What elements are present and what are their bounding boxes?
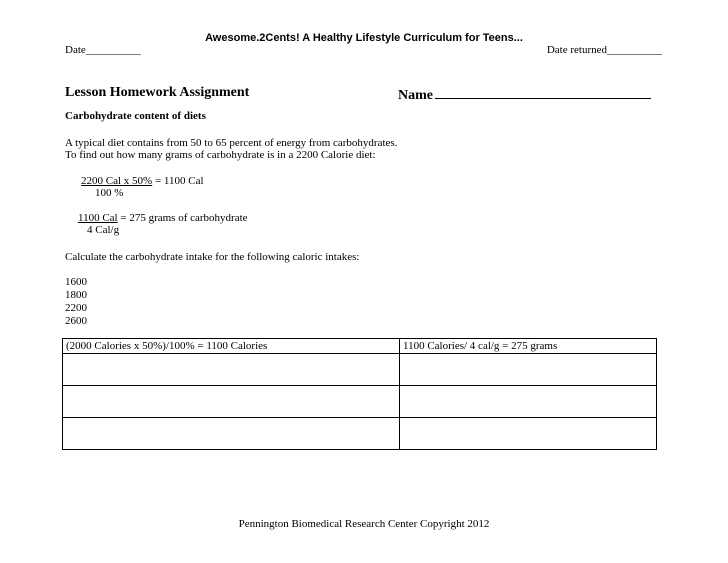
calculation-instructions: Calculate the carbohydrate intake for the following caloric intakes:	[65, 251, 360, 263]
table-row	[63, 386, 657, 418]
name-label: Name	[398, 88, 433, 103]
example-2-equation	[78, 212, 248, 224]
intake-value: 2200	[65, 302, 87, 314]
work-table	[62, 338, 657, 450]
table-cell: 1100 Calories/ 4 cal/g = 275 grams	[400, 339, 657, 354]
example-1-denominator: 100 %	[95, 187, 124, 199]
lesson-title: Lesson Homework Assignment	[65, 85, 250, 100]
table-row	[63, 339, 657, 354]
date-field-label: Date__________	[65, 44, 141, 56]
date-returned-field-label: Date returned__________	[546, 44, 662, 56]
example-1-result: = 1100 Cal	[152, 175, 204, 187]
example-1-numerator: 2200 Cal x 50%	[81, 175, 153, 187]
section-title: Carbohydrate content of diets	[65, 110, 206, 122]
example-2-denominator: 4 Cal/g	[87, 224, 120, 236]
name-blank-line	[435, 85, 651, 99]
example-2-result: = 275 grams of carbohydrate	[117, 212, 248, 224]
intro-line-2: To find out how many grams of carbohydrate is in a 2200 Calorie diet:	[65, 149, 376, 161]
table-row	[63, 418, 657, 450]
table-cell	[400, 418, 657, 450]
intake-value: 1600	[65, 276, 87, 288]
intake-value: 2600	[65, 315, 87, 327]
table-cell	[63, 386, 400, 418]
table-cell	[63, 418, 400, 450]
table-cell	[400, 354, 657, 386]
table-cell: (2000 Calories x 50%)/100% = 1100 Calories	[63, 339, 400, 354]
document-header-title: Awesome.2Cents! A Healthy Lifestyle Curriculum for Teens...	[205, 32, 523, 44]
table-cell	[63, 354, 400, 386]
name-field	[398, 85, 651, 104]
table-row	[63, 354, 657, 386]
document-footer: Pennington Biomedical Research Center Copyright 2012	[238, 518, 490, 530]
example-1-equation	[81, 175, 204, 187]
table-cell	[400, 386, 657, 418]
intro-line-1: A typical diet contains from 50 to 65 percent of energy from carbohydrates.	[65, 137, 398, 149]
example-2-numerator: 1100 Cal	[78, 212, 118, 224]
intake-value: 1800	[65, 289, 87, 301]
